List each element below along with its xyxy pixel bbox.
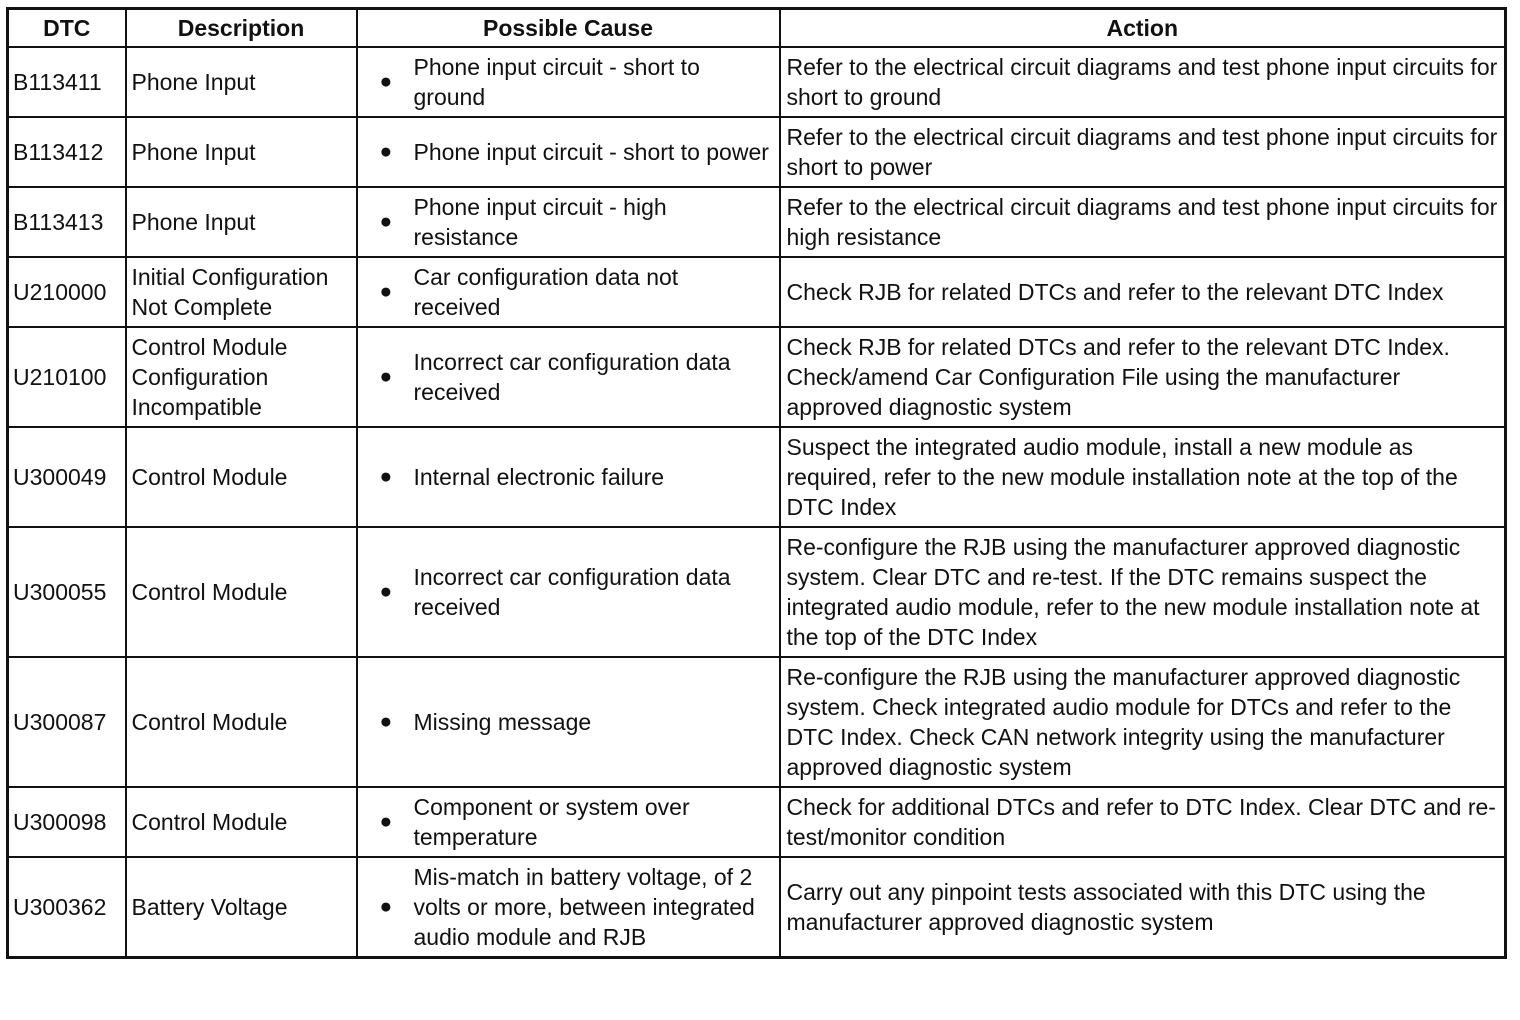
dtc-description: Initial Configuration Not Complete: [126, 257, 357, 327]
dtc-description: Battery Voltage: [126, 857, 357, 958]
bullet-icon: ●: [379, 710, 393, 733]
header-possible-cause: Possible Cause: [357, 9, 780, 48]
table-row: [8, 327, 1506, 427]
dtc-code: B113413: [8, 187, 126, 257]
header-action: Action: [780, 9, 1506, 48]
cause-text: Incorrect car configuration data received: [413, 349, 731, 405]
cause-list-item: [380, 462, 771, 492]
cause-text: Phone input circuit - short to power: [413, 139, 769, 165]
action-text: Carry out any pinpoint tests associated with this DTC using the manufacturer approved diagnostic system: [780, 857, 1506, 958]
cause-text: Incorrect car configuration data received: [413, 564, 731, 620]
bullet-icon: ●: [379, 365, 393, 388]
table-row: [8, 787, 1506, 857]
action-text: Refer to the electrical circuit diagrams and test phone input circuits for short to ground: [780, 47, 1506, 117]
action-text: Re-configure the RJB using the manufacturer approved diagnostic system. Check integrated audio module for DTCs and refer to the DTC Index. Check CAN network integrity using the manufacturer approved diagnostic system: [780, 657, 1506, 787]
possible-cause-cell: [357, 117, 780, 187]
dtc-code: B113411: [8, 47, 126, 117]
action-text: Check for additional DTCs and refer to DTC Index. Clear DTC and re-test/monitor condition: [780, 787, 1506, 857]
possible-cause-cell: [357, 187, 780, 257]
bullet-icon: ●: [379, 580, 393, 603]
cause-list-item: [380, 52, 771, 112]
dtc-description: Control Module: [126, 787, 357, 857]
bullet-icon: ●: [379, 210, 393, 233]
dtc-description: Control Module Configuration Incompatible: [126, 327, 357, 427]
dtc-description: Control Module: [126, 427, 357, 527]
table-row: [8, 187, 1506, 257]
action-text: Refer to the electrical circuit diagrams and test phone input circuits for high resistance: [780, 187, 1506, 257]
table-header: [8, 9, 1506, 48]
cause-list-item: [380, 137, 771, 167]
dtc-code: U300087: [8, 657, 126, 787]
possible-cause-cell: [357, 327, 780, 427]
action-text: Suspect the integrated audio module, install a new module as required, refer to the new module installation note at the top of the DTC Index: [780, 427, 1506, 527]
table-row: [8, 857, 1506, 958]
dtc-code: U210100: [8, 327, 126, 427]
dtc-description: Phone Input: [126, 187, 357, 257]
cause-list-item: [380, 707, 771, 737]
dtc-code: U300049: [8, 427, 126, 527]
action-text: Re-configure the RJB using the manufacturer approved diagnostic system. Clear DTC and re-test. If the DTC remains suspect the integrated audio module, refer to the new module installation note at the top of the DTC Index: [780, 527, 1506, 657]
bullet-icon: ●: [379, 810, 393, 833]
cause-text: Internal electronic failure: [413, 464, 665, 490]
possible-cause-cell: [357, 47, 780, 117]
possible-cause-cell: [357, 427, 780, 527]
header-row: [8, 9, 1506, 48]
cause-text: Component or system over temperature: [413, 794, 690, 850]
bullet-icon: ●: [379, 140, 393, 163]
dtc-code: B113412: [8, 117, 126, 187]
action-text: Check RJB for related DTCs and refer to the relevant DTC Index. Check/amend Car Configuration File using the manufacturer approved diagnostic system: [780, 327, 1506, 427]
cause-text: Phone input circuit - short to ground: [413, 54, 700, 110]
possible-cause-cell: [357, 787, 780, 857]
header-description: Description: [126, 9, 357, 48]
dtc-description: Control Module: [126, 657, 357, 787]
cause-list-item: [380, 792, 771, 852]
cause-list-item: [380, 192, 771, 252]
dtc-table: [6, 7, 1507, 959]
possible-cause-cell: [357, 527, 780, 657]
cause-text: Phone input circuit - high resistance: [413, 194, 667, 250]
action-text: Check RJB for related DTCs and refer to the relevant DTC Index: [780, 257, 1506, 327]
dtc-code: U210000: [8, 257, 126, 327]
cause-text: Mis-match in battery voltage, of 2 volts or more, between integrated audio module and RJB: [413, 864, 755, 950]
cause-list-item: [380, 862, 771, 952]
table-row: [8, 527, 1506, 657]
table-row: [8, 117, 1506, 187]
dtc-description: Control Module: [126, 527, 357, 657]
cause-list-item: [380, 347, 771, 407]
bullet-icon: ●: [379, 70, 393, 93]
header-dtc: DTC: [8, 9, 126, 48]
bullet-icon: ●: [379, 465, 393, 488]
cause-list-item: [380, 262, 771, 322]
dtc-code: U300055: [8, 527, 126, 657]
cause-text: Car configuration data not received: [413, 264, 679, 320]
table-row: [8, 47, 1506, 117]
bullet-icon: ●: [379, 895, 393, 918]
table-body: [8, 47, 1506, 958]
table-row: [8, 657, 1506, 787]
action-text: Refer to the electrical circuit diagrams and test phone input circuits for short to power: [780, 117, 1506, 187]
cause-text: Missing message: [413, 709, 592, 735]
possible-cause-cell: [357, 657, 780, 787]
cause-list-item: [380, 562, 771, 622]
possible-cause-cell: [357, 857, 780, 958]
dtc-description: Phone Input: [126, 117, 357, 187]
bullet-icon: ●: [379, 280, 393, 303]
dtc-code: U300098: [8, 787, 126, 857]
table-row: [8, 257, 1506, 327]
dtc-code: U300362: [8, 857, 126, 958]
possible-cause-cell: [357, 257, 780, 327]
dtc-description: Phone Input: [126, 47, 357, 117]
table-row: [8, 427, 1506, 527]
